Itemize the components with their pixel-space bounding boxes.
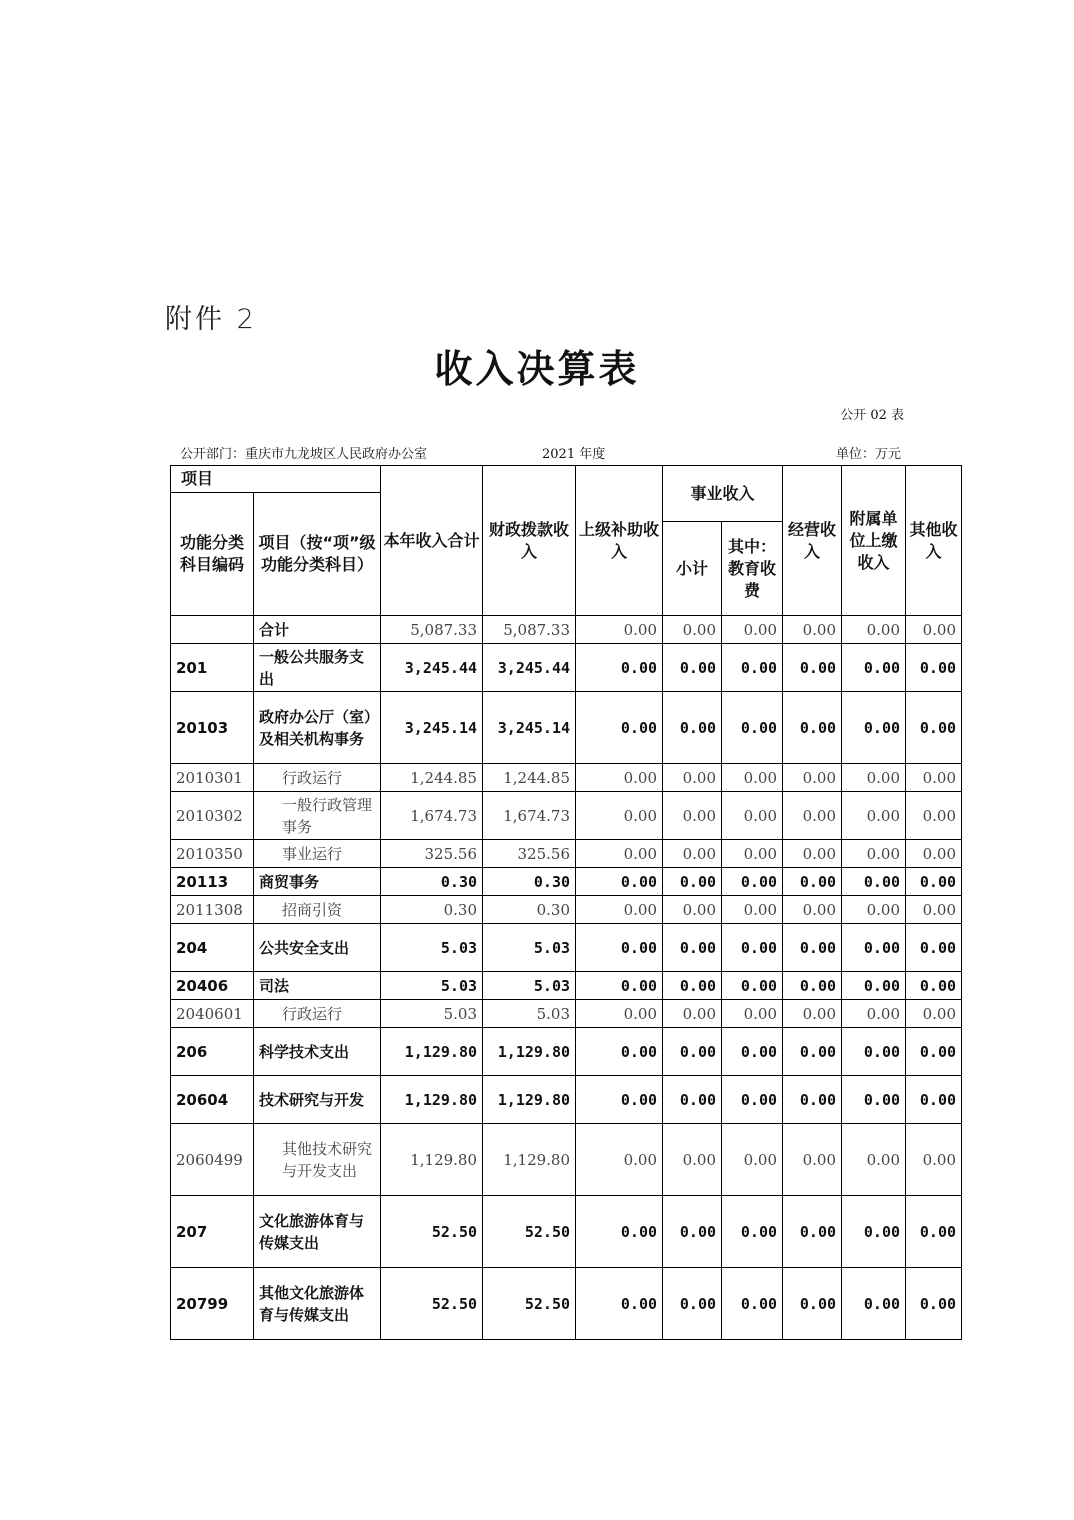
row-value: 0.00	[783, 924, 842, 972]
row-value: 0.00	[783, 792, 842, 840]
row-name: 技术研究与开发	[254, 1076, 381, 1124]
row-value: 0.00	[842, 896, 906, 924]
row-code: 206	[171, 1028, 254, 1076]
row-value: 0.00	[906, 1000, 962, 1028]
department-label: 公开部门：重庆市九龙坡区人民政府办公室	[180, 447, 428, 462]
unit-label: 单位：万元	[836, 447, 902, 462]
row-name: 事业运行	[254, 840, 381, 868]
row-name: 招商引资	[254, 896, 381, 924]
row-value: 0.00	[906, 868, 962, 896]
row-value: 0.00	[576, 644, 663, 692]
row-value: 0.00	[906, 896, 962, 924]
row-value: 0.00	[906, 924, 962, 972]
row-value: 0.00	[722, 1124, 783, 1196]
row-value: 0.00	[783, 972, 842, 1000]
table-row	[171, 792, 962, 840]
row-code: 20604	[171, 1076, 254, 1124]
row-value: 0.00	[722, 1000, 783, 1028]
row-name: 公共安全支出	[254, 924, 381, 972]
header-superior: 上级补助收入	[576, 466, 663, 616]
row-value: 3,245.14	[483, 692, 576, 764]
row-value: 0.00	[722, 764, 783, 792]
row-value: 0.00	[842, 868, 906, 896]
row-value: 0.00	[783, 896, 842, 924]
row-value: 0.00	[576, 972, 663, 1000]
row-value: 0.00	[722, 1268, 783, 1340]
row-name: 科学技术支出	[254, 1028, 381, 1076]
row-name: 行政运行	[254, 764, 381, 792]
row-value: 0.00	[576, 1196, 663, 1268]
header-fiscal: 财政拨款收入	[483, 466, 576, 616]
row-value: 0.00	[722, 1076, 783, 1124]
row-value: 0.00	[663, 692, 722, 764]
row-name: 合计	[254, 616, 381, 644]
row-value: 0.00	[906, 692, 962, 764]
row-value: 0.30	[483, 868, 576, 896]
row-value: 0.00	[906, 792, 962, 840]
header-business: 事业收入	[663, 466, 783, 522]
table-row	[171, 1124, 962, 1196]
row-value: 0.00	[842, 840, 906, 868]
row-value: 0.00	[722, 792, 783, 840]
row-value: 0.00	[783, 840, 842, 868]
row-code: 2040601	[171, 1000, 254, 1028]
row-value: 0.00	[663, 972, 722, 1000]
row-code: 20113	[171, 868, 254, 896]
row-value: 0.00	[663, 1000, 722, 1028]
table-row	[171, 924, 962, 972]
row-code: 207	[171, 1196, 254, 1268]
row-value: 5.03	[483, 1000, 576, 1028]
income-table	[170, 465, 962, 1340]
row-value: 0.00	[663, 1196, 722, 1268]
row-value: 1,129.80	[483, 1028, 576, 1076]
table-row	[171, 616, 962, 644]
row-value: 0.00	[842, 924, 906, 972]
row-name: 商贸事务	[254, 868, 381, 896]
row-value: 5.03	[483, 972, 576, 1000]
year-label: 2021 年度	[542, 447, 606, 462]
row-value: 0.30	[381, 868, 483, 896]
header-code: 功能分类科目编码	[171, 493, 254, 616]
row-value: 5.03	[381, 972, 483, 1000]
header-name: 项目（按“项”级功能分类科目）	[254, 493, 381, 616]
row-value: 0.00	[842, 692, 906, 764]
row-value: 5.03	[381, 924, 483, 972]
row-value: 0.00	[576, 1028, 663, 1076]
row-value: 0.00	[576, 924, 663, 972]
row-name: 行政运行	[254, 1000, 381, 1028]
table-row	[171, 644, 962, 692]
row-value: 5,087.33	[381, 616, 483, 644]
row-name: 文化旅游体育与传媒支出	[254, 1196, 381, 1268]
row-value: 0.00	[842, 1268, 906, 1340]
row-value: 3,245.14	[381, 692, 483, 764]
row-value: 0.00	[842, 1196, 906, 1268]
row-value: 0.00	[576, 868, 663, 896]
row-value: 52.50	[483, 1196, 576, 1268]
row-value: 0.00	[783, 644, 842, 692]
row-code: 2010350	[171, 840, 254, 868]
row-value: 0.00	[576, 792, 663, 840]
row-value: 3,245.44	[483, 644, 576, 692]
table-row	[171, 868, 962, 896]
row-code: 2010302	[171, 792, 254, 840]
header-row-1	[171, 466, 962, 493]
row-value: 0.00	[842, 644, 906, 692]
row-code: 20103	[171, 692, 254, 764]
row-value: 1,674.73	[483, 792, 576, 840]
row-value: 0.00	[663, 1076, 722, 1124]
row-value: 0.00	[783, 868, 842, 896]
row-name: 一般公共服务支出	[254, 644, 381, 692]
row-value: 325.56	[381, 840, 483, 868]
row-value: 1,129.80	[483, 1124, 576, 1196]
row-value: 0.00	[842, 972, 906, 1000]
row-value: 0.00	[576, 896, 663, 924]
row-code: 204	[171, 924, 254, 972]
header-education: 其中：教育收费	[722, 522, 783, 616]
row-value: 0.00	[576, 692, 663, 764]
row-name: 司法	[254, 972, 381, 1000]
row-value: 1,244.85	[381, 764, 483, 792]
table-row	[171, 1076, 962, 1124]
row-value: 0.00	[906, 616, 962, 644]
row-name: 其他技术研究与开发支出	[254, 1124, 381, 1196]
row-value: 0.00	[722, 924, 783, 972]
header-affiliated: 附属单位上缴收入	[842, 466, 906, 616]
attachment-label: 附件 2	[165, 304, 257, 335]
row-value: 0.00	[842, 792, 906, 840]
table-row	[171, 1196, 962, 1268]
row-value: 0.00	[906, 764, 962, 792]
row-value: 0.00	[842, 1076, 906, 1124]
row-value: 0.30	[381, 896, 483, 924]
table-row	[171, 840, 962, 868]
table-row	[171, 972, 962, 1000]
row-value: 0.00	[842, 764, 906, 792]
row-value: 0.00	[576, 1000, 663, 1028]
header-other: 其他收入	[906, 466, 962, 616]
row-value: 0.00	[783, 692, 842, 764]
row-value: 325.56	[483, 840, 576, 868]
row-value: 0.00	[576, 616, 663, 644]
row-value: 0.00	[663, 1028, 722, 1076]
row-value: 0.00	[663, 644, 722, 692]
row-name: 政府办公厅（室）及相关机构事务	[254, 692, 381, 764]
table-row	[171, 692, 962, 764]
header-project: 项目	[171, 466, 381, 493]
table-row	[171, 896, 962, 924]
row-value: 52.50	[381, 1196, 483, 1268]
row-value: 0.00	[663, 792, 722, 840]
row-value: 0.00	[906, 644, 962, 692]
row-value: 1,129.80	[381, 1076, 483, 1124]
row-value: 0.00	[783, 1124, 842, 1196]
row-value: 0.00	[722, 868, 783, 896]
row-code: 2011308	[171, 896, 254, 924]
table-row	[171, 1028, 962, 1076]
row-value: 0.00	[576, 1076, 663, 1124]
row-value: 0.00	[842, 616, 906, 644]
row-value: 0.00	[783, 1076, 842, 1124]
row-value: 0.00	[722, 972, 783, 1000]
row-value: 0.00	[783, 1268, 842, 1340]
row-value: 0.00	[906, 840, 962, 868]
row-value: 0.00	[783, 1000, 842, 1028]
row-value: 0.00	[906, 1124, 962, 1196]
row-value: 52.50	[381, 1268, 483, 1340]
row-code: 2010301	[171, 764, 254, 792]
row-value: 1,129.80	[381, 1028, 483, 1076]
row-code: 2060499	[171, 1124, 254, 1196]
row-value: 0.00	[663, 840, 722, 868]
row-value: 0.00	[842, 1124, 906, 1196]
row-value: 1,244.85	[483, 764, 576, 792]
row-value: 0.00	[722, 1028, 783, 1076]
row-value: 5.03	[483, 924, 576, 972]
row-value: 0.00	[722, 840, 783, 868]
row-value: 0.00	[663, 868, 722, 896]
header-operating: 经营收入	[783, 466, 842, 616]
row-value: 0.00	[576, 1268, 663, 1340]
page-title: 收入决算表	[434, 347, 640, 391]
row-value: 5.03	[381, 1000, 483, 1028]
header-total: 本年收入合计	[381, 466, 483, 616]
row-value: 1,129.80	[483, 1076, 576, 1124]
row-value: 1,674.73	[381, 792, 483, 840]
row-value: 0.00	[906, 972, 962, 1000]
row-value: 52.50	[483, 1268, 576, 1340]
row-value: 3,245.44	[381, 644, 483, 692]
row-code: 20799	[171, 1268, 254, 1340]
row-value: 0.00	[722, 616, 783, 644]
row-value: 0.00	[722, 1196, 783, 1268]
row-value: 0.00	[906, 1076, 962, 1124]
row-value: 0.00	[842, 1028, 906, 1076]
row-name: 其他文化旅游体育与传媒支出	[254, 1268, 381, 1340]
row-value: 0.00	[576, 1124, 663, 1196]
table-row	[171, 764, 962, 792]
row-value: 0.00	[906, 1028, 962, 1076]
row-value: 1,129.80	[381, 1124, 483, 1196]
row-value: 0.00	[906, 1268, 962, 1340]
row-value: 0.00	[576, 764, 663, 792]
row-code: 20406	[171, 972, 254, 1000]
row-value: 0.00	[906, 1196, 962, 1268]
row-value: 0.00	[663, 1124, 722, 1196]
row-value: 0.00	[663, 764, 722, 792]
row-value: 0.00	[783, 1028, 842, 1076]
row-value: 5,087.33	[483, 616, 576, 644]
row-code: 201	[171, 644, 254, 692]
row-value: 0.00	[722, 896, 783, 924]
row-name: 一般行政管理事务	[254, 792, 381, 840]
table-row	[171, 1000, 962, 1028]
row-value: 0.00	[783, 616, 842, 644]
header-subtotal: 小计	[663, 522, 722, 616]
row-value: 0.00	[663, 1268, 722, 1340]
row-value: 0.00	[722, 692, 783, 764]
row-value: 0.00	[576, 840, 663, 868]
row-value: 0.00	[842, 1000, 906, 1028]
row-value: 0.00	[663, 616, 722, 644]
row-value: 0.00	[722, 644, 783, 692]
table-row	[171, 1268, 962, 1340]
row-code	[171, 616, 254, 644]
table-number: 公开 02 表	[840, 408, 904, 423]
row-value: 0.00	[663, 924, 722, 972]
row-value: 0.00	[663, 896, 722, 924]
row-value: 0.30	[483, 896, 576, 924]
row-value: 0.00	[783, 1196, 842, 1268]
row-value: 0.00	[783, 764, 842, 792]
